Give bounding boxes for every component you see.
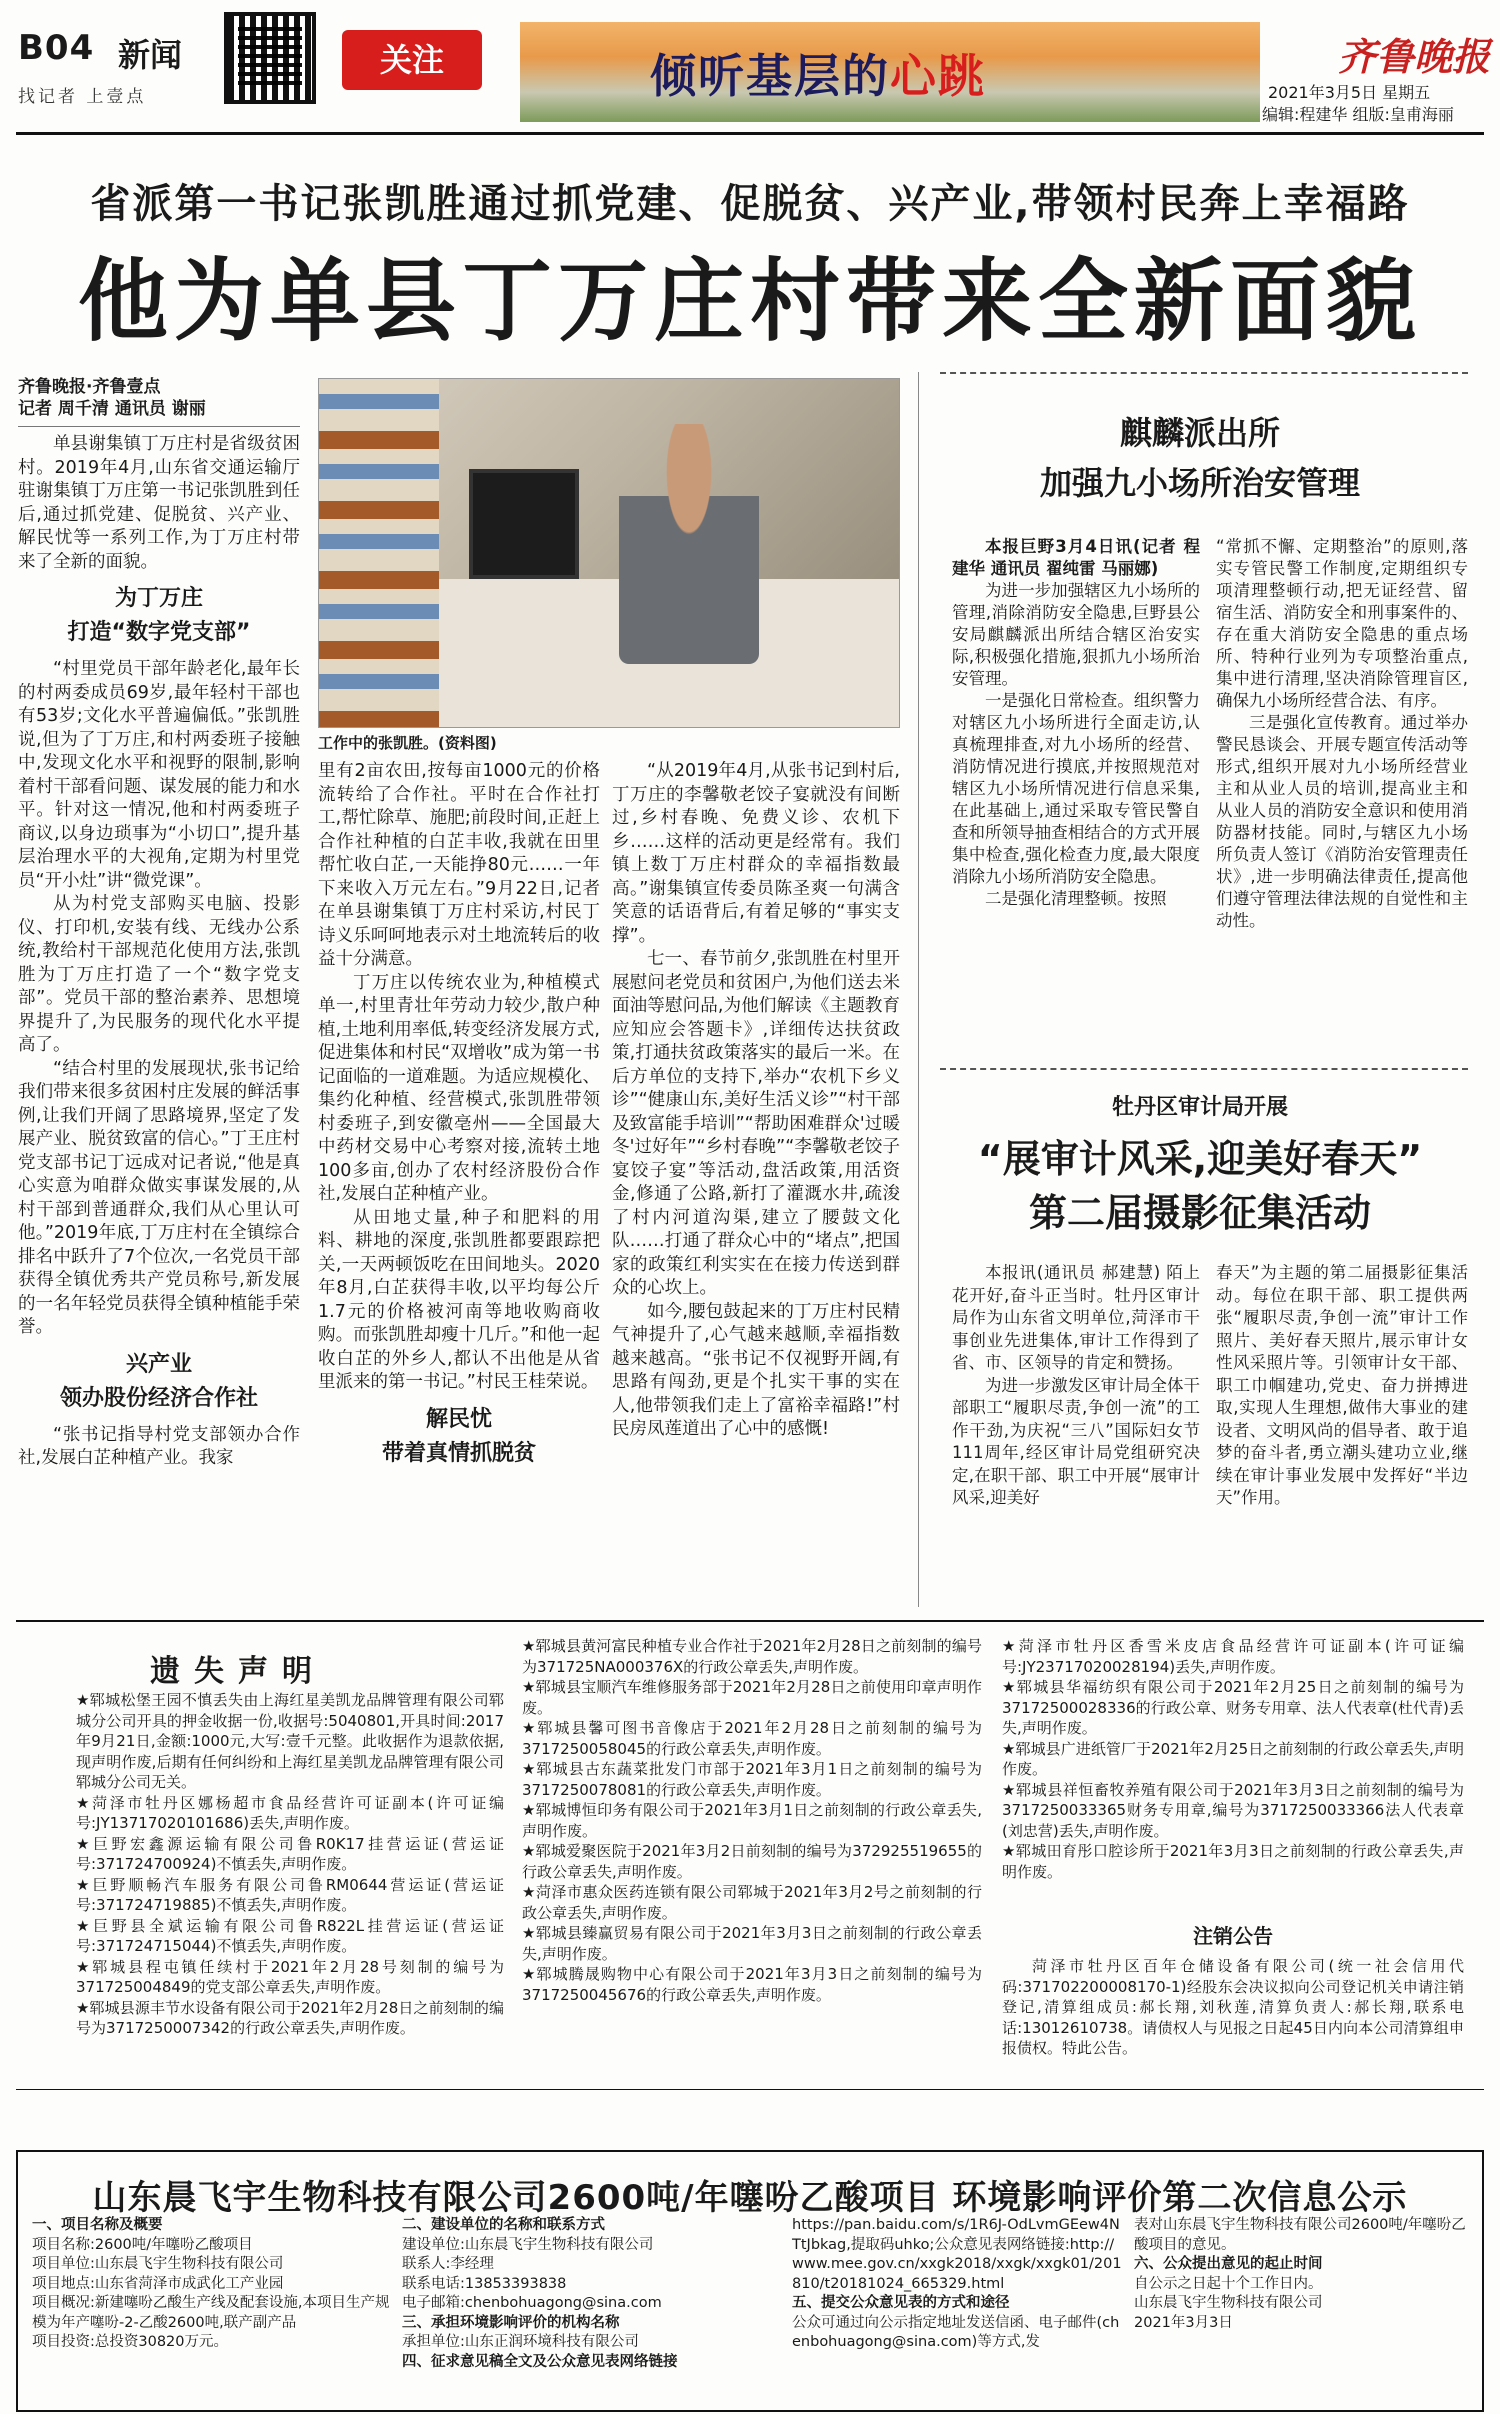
section-slogan: 找记者 上壹点: [18, 87, 147, 107]
article-title: 他为单县丁万庄村带来全新面貌: [78, 249, 1422, 354]
ad-line: 四、征求意见稿全文及公众意见表网络链接: [402, 2353, 678, 2370]
column-divider: [918, 372, 919, 1607]
subhead-2: 兴产业 领办股份经济合作社: [59, 1351, 258, 1411]
section-name: 新闻: [118, 36, 183, 74]
notice-item: ★郓城腾晟购物中心有限公司于2021年3月3日之前刻制的编号为3717250045676的行政公章丢失,声明作废。: [522, 1965, 982, 2004]
banner-text: 倾听基层的: [650, 49, 890, 103]
paragraph: 里有2亩农田,按每亩1000元的价格流转给了合作社。平时在合作社打工,帮忙除草、施肥;前段时间,正赶上合作社种植的白芷丰收,我就在田里帮忙收白芷,一天能挣80元……一年下来收入万元左右。”9月22日,记者在单县谢集镇丁万庄村采访,村民丁诗义乐呵呵地表示对土地流转后的收益十分满意。: [318, 761, 600, 969]
article-column-1: [18, 376, 300, 1471]
audit-column-2: [1216, 1262, 1468, 1510]
ad-line: 自公示之日起十个工作日内。: [1134, 2275, 1323, 2292]
notice-item: ★巨野顺畅汽车服务有限公司鲁RM0644营运证(营运证号:371724719885)不慎丢失,声明作废。: [76, 1875, 504, 1914]
audit-subtitle: 牡丹区审计局开展: [1111, 1095, 1288, 1120]
paragraph: 丁万庄以传统农业为,种植模式单一,村里青壮年劳动力较少,散户种植,土地利用率低,转变经济发展方式,促进集体和村民“双增收”成为第一书记面临的一道难题。为适应规模化、集约化种植、经营模式,张凯胜带领村委班子,到安徽亳州——全国最大中药材交易中心考察对接,流转土地100多亩,创办了农村经济股份合作社,发展白芷种植产业。: [318, 972, 600, 1204]
ad-line: 承担单位:山东正润环境科技有限公司: [402, 2334, 639, 2350]
header-divider: [16, 132, 1484, 135]
ad-line: 项目单位:山东晨飞宇生物科技有限公司: [32, 2256, 284, 2272]
article-lead: 单县谢集镇丁万庄村是省级贫困村。2019年4月,山东省交通运输厅驻谢集镇丁万庄第一书记张凯胜到任后,通过抓党建、促脱贫、兴产业、解民忧等一系列工作,为丁万庄村带来了全新的面貌。: [18, 434, 300, 572]
notice-item: ★郓城田育彤口腔诊所于2021年3月3日之前刻制的行政公章丢失,声明作废。: [1002, 1842, 1464, 1881]
article-column-3: [612, 760, 900, 1442]
paragraph: “常抓不懈、定期整治”的原则,落实专管民警工作制度,定期组织专项清理整顿行动,把无证经营、留宿生活、消防安全和刑事案件的、存在重大消防安全隐患的重点场所、特种行业列为专项整治重点,集中进行清理,坚决消除管理盲区,确保九小场所经营合法、有序。: [1216, 537, 1468, 710]
notice-item: ★郓城爱聚医院于2021年3月2日前刻制的编号为372925519655的行政公章丢失,声明作废。: [522, 1842, 982, 1881]
ad-line: 2021年3月3日: [1134, 2314, 1233, 2331]
person-figure: [619, 424, 759, 664]
paragraph: 为进一步加强辖区九小场所的管理,消除消防安全隐患,巨野县公安局麒麟派出所结合辖区治安实际,积极强化措施,狠抓九小场所治安管理。: [952, 581, 1200, 688]
paragraph: 二是强化清理整顿。按照: [985, 889, 1167, 908]
issue-date: 2021年3月5日 星期五: [1268, 83, 1431, 102]
ad-column-3: [792, 2216, 1124, 2353]
paragraph: 如今,腰包鼓起来的丁万庄村民精气神提升了,心气越来越顺,幸福指数越来越高。“张书记不仅视野开阔,有思路有闯劲,更是个扎实干事的实在人,他带领我们走上了富裕幸福路!”村民房凤莲道出了心中的感慨!: [612, 1301, 900, 1439]
notice-item: ★菏泽市惠众医药连锁有限公司郓城于2021年3月2号之前刻制的行政公章丢失,声明作废。: [522, 1883, 982, 1922]
page-number: B04: [18, 28, 95, 68]
article-photo: [318, 378, 900, 728]
notice-item: ★菏泽市牡丹区香雪米皮店食品经营许可证副本(许可证编号:JY23717020028194)丢失,声明作废。: [1002, 1637, 1464, 1676]
ad-line: 电子邮箱:chenbohuagong@sina.com: [402, 2295, 662, 2311]
paragraph: 从为村党支部购买电脑、投影仪、打印机,安装有线、无线办公系统,教给村干部规范化使用方法,张凯胜为丁万庄打造了一个“数字党支部”。党员干部的整治素养、思想境界提升了,为民服务的现代化水平提高了。: [18, 894, 300, 1055]
ad-line: 建设单位:山东晨飞宇生物科技有限公司: [402, 2236, 654, 2253]
ad-line: 项目地点:山东省菏泽市成武化工产业园: [32, 2275, 284, 2292]
photo-caption: 工作中的张凯胜。(资料图): [318, 734, 497, 752]
ad-line: 联系人:李经理: [402, 2256, 494, 2272]
ad-line: 山东晨飞宇生物科技有限公司: [1134, 2295, 1323, 2311]
notice-item: ★郓城县臻赢贸易有限公司于2021年3月3日之前刻制的行政公章丢失,声明作废。: [522, 1924, 982, 1963]
dashed-divider: [940, 1068, 1468, 1070]
ad-line: 公众可通过向公示指定地址发送信函、电子邮件(chenbohuagong@sina.com)等方式,发: [792, 2314, 1120, 2350]
notice-item: ★郓城县宝顺汽车维修服务部于2021年2月28日之前使用印章声明作废。: [522, 1678, 982, 1717]
police-column-2: [1216, 536, 1468, 932]
byline-reporters: 记者 周千清 通讯员 谢丽: [18, 399, 206, 419]
editor-credits: 编辑:程建华 组版:皇甫海丽: [1262, 105, 1454, 124]
police-title-1: 麒麟派出所: [1119, 414, 1280, 452]
notice-item: ★郓城县馨可图书音像店于2021年2月28日之前刻制的编号为3717250058045的行政公章丢失,声明作废。: [522, 1719, 982, 1758]
paragraph: “结合村里的发展现状,张书记给我们带来很多贫困村庄发展的鲜活事例,让我们开阔了思路境界,坚定了发展产业、脱贫致富的信心。”丁王庄村党支部书记丁远成对记者说,“他是真心实意为咱群众做实事谋发展的,从村干部到普通群众,我们从心里认可他。”2019年底,丁万庄村在全镇综合排名中跃升了7个位次,一名党员干部获得全镇优秀共产党员称号,新发展的一名年轻党员获得全镇种植能手荣誉。: [18, 1058, 300, 1337]
ad-line: 五、提交公众意见表的方式和途径: [792, 2295, 1010, 2311]
notice-item: ★郓城县程屯镇任续村于2021年2月28号刻制的编号为371725004849的党支部公章丢失,声明作废。: [76, 1957, 504, 1996]
article-subtitle: 省派第一书记张凯胜通过抓党建、促脱贫、兴产业,带领村民奔上幸福路: [90, 181, 1410, 227]
ad-line: 项目概况:新建噻吩乙酸生产线及配套设施,本项目生产规模为年产噻吩-2-乙酸2600吨,联产副产品: [32, 2295, 390, 2331]
notice-item: ★郓城县祥恒畜牧养殖有限公司于2021年3月3日之前刻制的编号为37172500333​65财务专用章,编号为37172500333​66法人代表章(刘忠营)丢失,声明作废。: [1002, 1780, 1464, 1840]
paragraph: 春天”为主题的第二届摄影征集活动。每位在职干部、职工提供两张“履职尽责,争创一流”审计工作照片、美好春天照片,展示审计女性风采照片等。引领审计女干部、职工巾帼建功,党史、奋力拼搏进取,实现人生理想,做伟大事业的建设者、文明风尚的倡导者、敢于追梦的奋斗者,勇立潮头建功立业,继续在审计事业发展中发挥好“半边天”作用。: [1216, 1263, 1468, 1507]
ad-line: 联系电话:13853393838: [402, 2275, 567, 2292]
audit-column-1: [952, 1262, 1200, 1510]
paragraph: 一是强化日常检查。组织警力对辖区九小场所进行全面走访,认真梳理排查,对九小场所的经营、消防情况进行摸底,并按照规范对辖区九小场所情况进行信息采集,在此基础上,通过采取专管民警自查和所领导抽查相结合的方式开展集中检查,强化检查力度,最大限度消除九小场所消防安全隐患。: [952, 691, 1200, 886]
dashed-divider: [940, 372, 1468, 374]
ad-line: 二、建设单位的名称和联系方式: [402, 2217, 605, 2233]
cancel-notice-text: 菏泽市牡丹区百年仓储设备有限公司(统一社会信用代码:371702200008170-1)经股东会决议拟向公司登记机关申请注销登记,清算组成员:郝长翔,刘秋莲,清算负责人:郝长翔,联系电话:13012610738。请债权人与见报之日起45日内向本公司清算组申报债权。特此公告。: [1002, 1957, 1464, 2057]
ad-line: 一、项目名称及概要: [32, 2217, 163, 2233]
ad-column-2: [402, 2216, 782, 2372]
notice-item: ★郓城县广进纸管厂于2021年2月25日之前刻制的行政公章丢失,声明作废。: [1002, 1739, 1464, 1778]
ad-title: 山东晨飞宇生物科技有限公司2600吨/年噻吩乙酸项目 环境影响评价第二次信息公示: [92, 2178, 1408, 2218]
notice-column-2: [522, 1636, 982, 2005]
notice-item: ★郓城博恒印务有限公司于2021年3月1日之前刻制的行政公章丢失,声明作废。: [522, 1801, 982, 1840]
qr-code-icon[interactable]: [224, 12, 316, 104]
focus-badge: 关注: [342, 30, 482, 90]
notice-item: ★郓城松堡王园不慎丢失由上海红星美凯龙品牌管理有限公司郓城分公司开具的押金收据一份,收据号:5040801,开具时间:2017年9月21日,金额:1000元,大写:壹千元整。此收据作为退款依据,现声明作废,后期有任何纠纷和上海红星美凯龙品牌管理有限公司郓城分公司无关。: [76, 1691, 504, 1791]
police-lead: 本报巨野3月4日讯(记者 程建华 通讯员 翟纯雷 马丽娜): [952, 537, 1200, 578]
paragraph: 七一、春节前夕,张凯胜在村里开展慰问老党员和贫困户,为他们送去米面油等慰问品,为他们解读《主题教育应知应会答题卡》,详细传达扶贫政策,打通扶贫政策落实的最后一米。在后方单位的支持下,举办“农机下乡义诊”“健康山东,美好生活义诊”“村干部及致富能手培训”“帮助困难群众'过暖冬'过好年”“乡村春晚”“李馨敬老饺子宴饺子宴”等活动,盘活政策,用活资金,修通了公路,新打了灌溉水井,疏浚了村内河道沟渠,建立了腰鼓文化队……打通了群众心中的“堵点”,把国家的政策红利实实在在接力传送到群众的心坎上。: [612, 949, 900, 1298]
notice-item: ★巨野县全斌运输有限公司鲁R822L挂营运证(营运证号:371724715044)不慎丢失,声明作废。: [76, 1916, 504, 1955]
notice-item: ★郓城县古东蔬菜批发门市部于2021年3月1日之前刻制的编号为3717250078081的行政公章丢失,声明作废。: [522, 1760, 982, 1799]
ad-line: https://pan.baidu.com/s/1R6J-OdLvmGEew4NTtJbkag,提取码uhko;公众意见表网络链接:http://www.mee.gov.cn/xxgk2018/xxgk/xxgk01/201810/t20181024_665329.html: [792, 2217, 1122, 2292]
notice-item: ★郓城县源丰节水设备有限公司于2021年2月28日之前刻制的编号为3717250007342的行政公章丢失,声明作废。: [76, 1998, 504, 2037]
notice-column-3: [1002, 1636, 1464, 1882]
ad-line: 表对山东晨飞宇生物科技有限公司2600吨/年噻吩乙酸项目的意见。: [1134, 2217, 1466, 2253]
audit-title-2: 第二届摄影征集活动: [1028, 1191, 1371, 1235]
police-column-1: [952, 536, 1200, 910]
paragraph: 三是强化宣传教育。通过举办警民恳谈会、开展专题宣传活动等形式,组织开展对九小场所经营业主和从业人员的培训,提高业主和从业人员的消防安全意识和使用消防器材技能。同时,与辖区九小场所负责人签订《消防治安管理责任状》,进一步明确法律责任,提高他们遵守管理法律法规的自觉性和主动性。: [1216, 713, 1468, 930]
police-title-2: 加强九小场所治安管理: [1039, 464, 1360, 502]
paragraph: 从田地丈量,种子和肥料的用料、耕地的深度,张凯胜都要跟踪把关,一天两顿饭吃在田间地头。2020年8月,白芷获得丰收,以平均每公斤1.7元的价格被河南等地收购商收购。而张凯胜却瘦十几斤。”和他一起收白芷的外乡人,都认不出他是从省里派来的第一书记。”村民王桂荣说。: [318, 1207, 600, 1392]
paragraph: “从2019年4月,从张书记到村后,丁万庄的李馨敬老饺子宴就没有间断过,乡村春晚、免费义诊、农机下乡……这样的活动更是经常有。我们镇上数丁万庄村群众的幸福指数最高。”谢集镇宣传委员陈圣爽一句满含笑意的话语背后,有着足够的“事实支撑”。: [612, 761, 900, 946]
banner-highlight: 心跳: [890, 49, 986, 103]
column-banner: [520, 22, 1260, 122]
newspaper-logo: 齐鲁晚报: [1338, 34, 1491, 79]
cancel-notice-title: 注销公告: [1193, 1924, 1273, 1948]
subhead-1: 为丁万庄 打造“数字党支部”: [67, 586, 251, 645]
lost-notice-title: 遗失声明: [150, 1654, 326, 1689]
notice-item: ★菏泽市牡丹区娜杨超市食品经营许可证副本(许可证编号:JY13717020101686)丢失,声明作废。: [76, 1793, 504, 1832]
notice-column-1: [76, 1690, 504, 2039]
ad-column-1: [32, 2216, 392, 2353]
paragraph: “村里党员干部年龄老化,最年长的村两委成员69岁,最年轻村干部也有53岁;文化水平普遍偏低。”张凯胜说,但为了丁万庄,和村两委班子接触中,发现文化水平和视野的限制,影响着村干部看问题、谋发展的能力和水平。针对这一情况,他和村两委班子商议,以身边琐事为“小切口”,提升基层治理水平的大视角,定期为村里党员“开小灶”讲“微党课”。: [18, 659, 300, 891]
ad-line: 项目名称:2600吨/年噻吩乙酸项目: [32, 2236, 253, 2253]
ad-line: 项目投资:总投资30820万元。: [32, 2334, 229, 2350]
byline-source: 齐鲁晚报·齐鲁壹点: [18, 377, 161, 397]
notice-item: ★郓城县华福纺织有限公司于2021年2月25日之前刻制的编号为3717250002833​6的行政公章、财务专用章、法人代表章(杜代青)丢失,声明作废。: [1002, 1678, 1464, 1737]
subhead-3: 解民忧 带着真情抓脱贫: [381, 1406, 536, 1466]
ad-column-4: [1134, 2216, 1468, 2333]
ad-line: 六、公众提出意见的起止时间: [1134, 2256, 1323, 2272]
computer-icon: [469, 469, 579, 579]
notice-item: ★郓城县黄河富民种植专业合作社于2021年2月28日之前刻制的编号为371725NA000376X的行政公章丢失,声明作废。: [522, 1637, 982, 1676]
paragraph: 为进一步激发区审计局全体干部职工“履职尽责,争创一流”的工作干劲,为庆祝“三八”国际妇女节111周年,经区审计局党组研究决定,在职干部、职工中开展“展审计风采,迎美好: [952, 1375, 1200, 1507]
ad-line: 三、承担环境影响评价的机构名称: [402, 2314, 620, 2331]
notice-item: ★巨野宏鑫源运输有限公司鲁R0K17挂营运证(营运证号:371724700924)不慎丢失,声明作废。: [76, 1834, 504, 1873]
article-column-2: [318, 760, 600, 1479]
paragraph: “张书记指导村党支部领办合作社,发展白芷种植产业。我家: [18, 1424, 300, 1468]
paragraph: 本报讯(通讯员 郝建慧) 陌上花开好,奋斗正当时。牡丹区审计局作为山东省文明单位,菏泽市干事创业先进集体,审计工作得到了省、市、区领导的肯定和赞扬。: [952, 1263, 1200, 1372]
page-header: [0, 0, 1500, 130]
audit-title-1: “展审计风采,迎美好春天”: [977, 1137, 1423, 1181]
